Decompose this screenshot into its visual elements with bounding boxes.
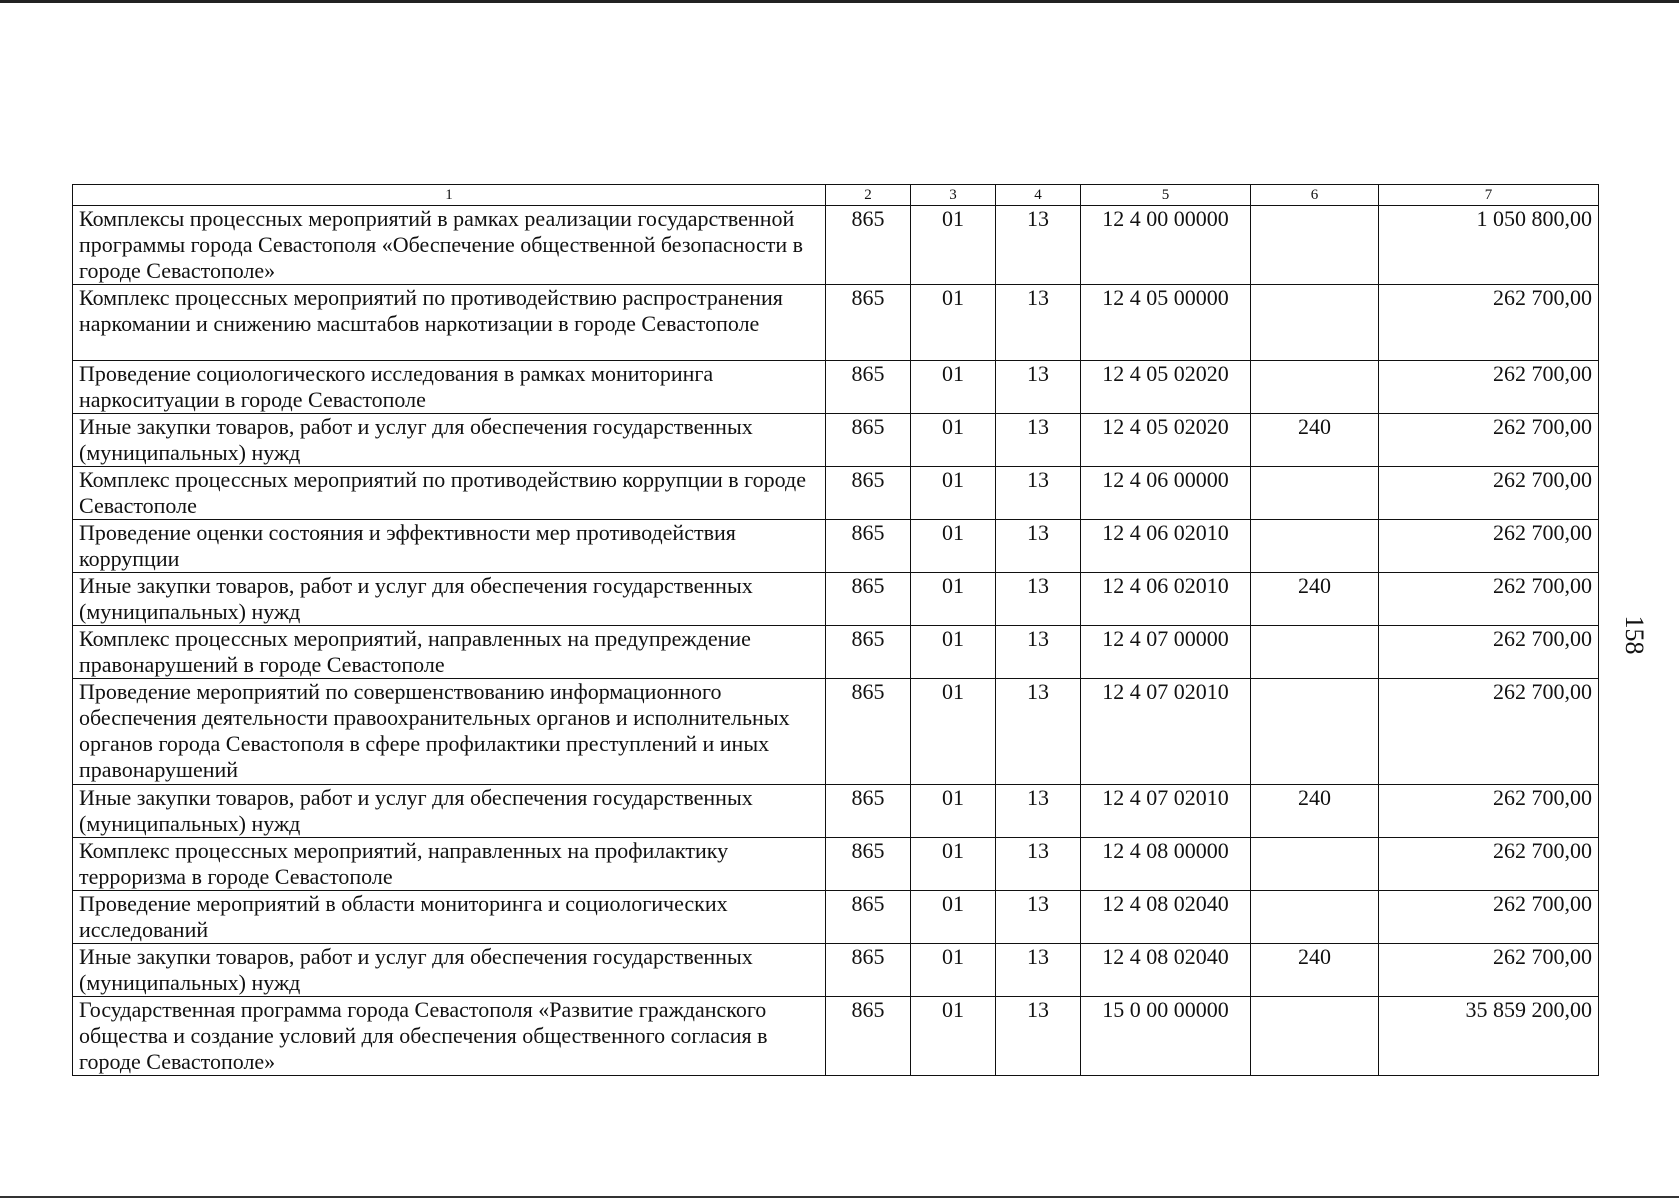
row-name: Проведение социологического исследования в рамках мониторинга наркоситуации в городе Севастополе <box>73 361 826 414</box>
cell-code-4: 13 <box>996 838 1081 891</box>
table-row <box>73 997 1599 1076</box>
cell-code-5: 12 4 08 00000 <box>1081 838 1251 891</box>
cell-amount: 262 700,00 <box>1379 679 1599 785</box>
row-name: Иные закупки товаров, работ и услуг для обеспечения государственных (муниципальных) нужд <box>73 944 826 997</box>
budget-table <box>72 184 1599 1076</box>
cell-code-4: 13 <box>996 285 1081 361</box>
cell-code-4: 13 <box>996 361 1081 414</box>
cell-code-2: 865 <box>826 679 911 785</box>
cell-code-2: 865 <box>826 838 911 891</box>
table-row <box>73 206 1599 285</box>
table-row <box>73 944 1599 997</box>
column-header: 4 <box>996 185 1081 206</box>
cell-amount: 262 700,00 <box>1379 573 1599 626</box>
row-name: Комплекс процессных мероприятий по противодействию распространения наркомании и снижению масштабов наркотизации в городе Севастополе <box>73 285 826 361</box>
cell-code-4: 13 <box>996 785 1081 838</box>
cell-code-4: 13 <box>996 206 1081 285</box>
cell-code-5: 12 4 08 02040 <box>1081 891 1251 944</box>
cell-code-3: 01 <box>911 944 996 997</box>
cell-amount: 262 700,00 <box>1379 838 1599 891</box>
column-header: 6 <box>1251 185 1379 206</box>
cell-code-3: 01 <box>911 520 996 573</box>
row-name: Проведение оценки состояния и эффективности мер противодействия коррупции <box>73 520 826 573</box>
table-row <box>73 838 1599 891</box>
cell-amount: 262 700,00 <box>1379 944 1599 997</box>
cell-code-4: 13 <box>996 520 1081 573</box>
cell-amount: 262 700,00 <box>1379 891 1599 944</box>
cell-code-6 <box>1251 467 1379 520</box>
row-name: Иные закупки товаров, работ и услуг для обеспечения государственных (муниципальных) нужд <box>73 414 826 467</box>
cell-code-4: 13 <box>996 944 1081 997</box>
row-name: Иные закупки товаров, работ и услуг для обеспечения государственных (муниципальных) нужд <box>73 785 826 838</box>
cell-code-5: 12 4 06 02010 <box>1081 573 1251 626</box>
cell-amount: 262 700,00 <box>1379 520 1599 573</box>
table-header-row <box>73 185 1599 206</box>
cell-code-5: 12 4 07 00000 <box>1081 626 1251 679</box>
cell-code-3: 01 <box>911 838 996 891</box>
cell-code-5: 12 4 08 02040 <box>1081 944 1251 997</box>
cell-code-6 <box>1251 206 1379 285</box>
cell-code-4: 13 <box>996 679 1081 785</box>
cell-code-5: 12 4 05 02020 <box>1081 361 1251 414</box>
cell-code-6 <box>1251 997 1379 1076</box>
cell-code-2: 865 <box>826 467 911 520</box>
cell-code-5: 12 4 06 02010 <box>1081 520 1251 573</box>
cell-code-5: 12 4 07 02010 <box>1081 785 1251 838</box>
column-header: 2 <box>826 185 911 206</box>
table-row <box>73 785 1599 838</box>
page-number: 158 <box>1620 615 1649 655</box>
row-name: Проведение мероприятий в области мониторинга и социологических исследований <box>73 891 826 944</box>
row-name: Государственная программа города Севастополя «Развитие гражданского общества и создание условий для обеспечения общественного согласия в городе Севастополе» <box>73 997 826 1076</box>
cell-code-3: 01 <box>911 285 996 361</box>
cell-code-2: 865 <box>826 361 911 414</box>
scan-edge-top <box>0 0 1679 3</box>
cell-code-3: 01 <box>911 206 996 285</box>
cell-code-3: 01 <box>911 467 996 520</box>
cell-code-6: 240 <box>1251 944 1379 997</box>
cell-code-6 <box>1251 285 1379 361</box>
cell-code-5: 12 4 00 00000 <box>1081 206 1251 285</box>
row-name: Комплекс процессных мероприятий, направленных на профилактику терроризма в городе Севастополе <box>73 838 826 891</box>
cell-code-2: 865 <box>826 997 911 1076</box>
cell-code-2: 865 <box>826 206 911 285</box>
cell-code-2: 865 <box>826 944 911 997</box>
cell-amount: 262 700,00 <box>1379 414 1599 467</box>
cell-code-2: 865 <box>826 891 911 944</box>
row-name: Комплекс процессных мероприятий, направленных на предупреждение правонарушений в городе Севастополе <box>73 626 826 679</box>
cell-amount: 262 700,00 <box>1379 361 1599 414</box>
row-name: Комплекс процессных мероприятий по противодействию коррупции в городе Севастополе <box>73 467 826 520</box>
cell-code-6: 240 <box>1251 573 1379 626</box>
cell-code-5: 12 4 05 00000 <box>1081 285 1251 361</box>
cell-code-3: 01 <box>911 785 996 838</box>
cell-code-5: 12 4 07 02010 <box>1081 679 1251 785</box>
cell-code-2: 865 <box>826 785 911 838</box>
cell-code-4: 13 <box>996 997 1081 1076</box>
cell-amount: 262 700,00 <box>1379 467 1599 520</box>
cell-amount: 35 859 200,00 <box>1379 997 1599 1076</box>
cell-amount: 262 700,00 <box>1379 626 1599 679</box>
cell-amount: 262 700,00 <box>1379 285 1599 361</box>
cell-code-3: 01 <box>911 414 996 467</box>
cell-code-3: 01 <box>911 573 996 626</box>
scan-edge-bottom <box>0 1196 1679 1198</box>
cell-code-5: 12 4 06 00000 <box>1081 467 1251 520</box>
table-row <box>73 285 1599 361</box>
cell-code-4: 13 <box>996 573 1081 626</box>
cell-code-2: 865 <box>826 414 911 467</box>
cell-code-3: 01 <box>911 626 996 679</box>
cell-code-4: 13 <box>996 467 1081 520</box>
cell-code-5: 15 0 00 00000 <box>1081 997 1251 1076</box>
table-row <box>73 361 1599 414</box>
cell-code-4: 13 <box>996 626 1081 679</box>
row-name: Иные закупки товаров, работ и услуг для обеспечения государственных (муниципальных) нужд <box>73 573 826 626</box>
cell-code-6: 240 <box>1251 414 1379 467</box>
cell-code-3: 01 <box>911 679 996 785</box>
column-header: 1 <box>73 185 826 206</box>
table-row <box>73 520 1599 573</box>
row-name: Проведение мероприятий по совершенствованию информационного обеспечения деятельности правоохранительных органов и исполнительных органов города Севастополя в сфере профилактики преступлений и иных правонарушений <box>73 679 826 785</box>
cell-code-2: 865 <box>826 626 911 679</box>
table-row <box>73 573 1599 626</box>
cell-code-2: 865 <box>826 520 911 573</box>
cell-code-2: 865 <box>826 285 911 361</box>
cell-amount: 1 050 800,00 <box>1379 206 1599 285</box>
column-header: 5 <box>1081 185 1251 206</box>
table-row <box>73 626 1599 679</box>
column-header: 3 <box>911 185 996 206</box>
cell-code-6 <box>1251 626 1379 679</box>
cell-code-4: 13 <box>996 891 1081 944</box>
cell-code-6 <box>1251 520 1379 573</box>
row-name: Комплексы процессных мероприятий в рамках реализации государственной программы города Севастополя «Обеспечение общественной безопасности в городе Севастополе» <box>73 206 826 285</box>
cell-amount: 262 700,00 <box>1379 785 1599 838</box>
cell-code-2: 865 <box>826 573 911 626</box>
cell-code-6 <box>1251 838 1379 891</box>
table-row <box>73 414 1599 467</box>
cell-code-6 <box>1251 891 1379 944</box>
cell-code-3: 01 <box>911 997 996 1076</box>
cell-code-6 <box>1251 361 1379 414</box>
table-row <box>73 679 1599 785</box>
cell-code-3: 01 <box>911 361 996 414</box>
cell-code-4: 13 <box>996 414 1081 467</box>
cell-code-3: 01 <box>911 891 996 944</box>
table-row <box>73 891 1599 944</box>
cell-code-6: 240 <box>1251 785 1379 838</box>
column-header: 7 <box>1379 185 1599 206</box>
table-row <box>73 467 1599 520</box>
cell-code-6 <box>1251 679 1379 785</box>
cell-code-5: 12 4 05 02020 <box>1081 414 1251 467</box>
